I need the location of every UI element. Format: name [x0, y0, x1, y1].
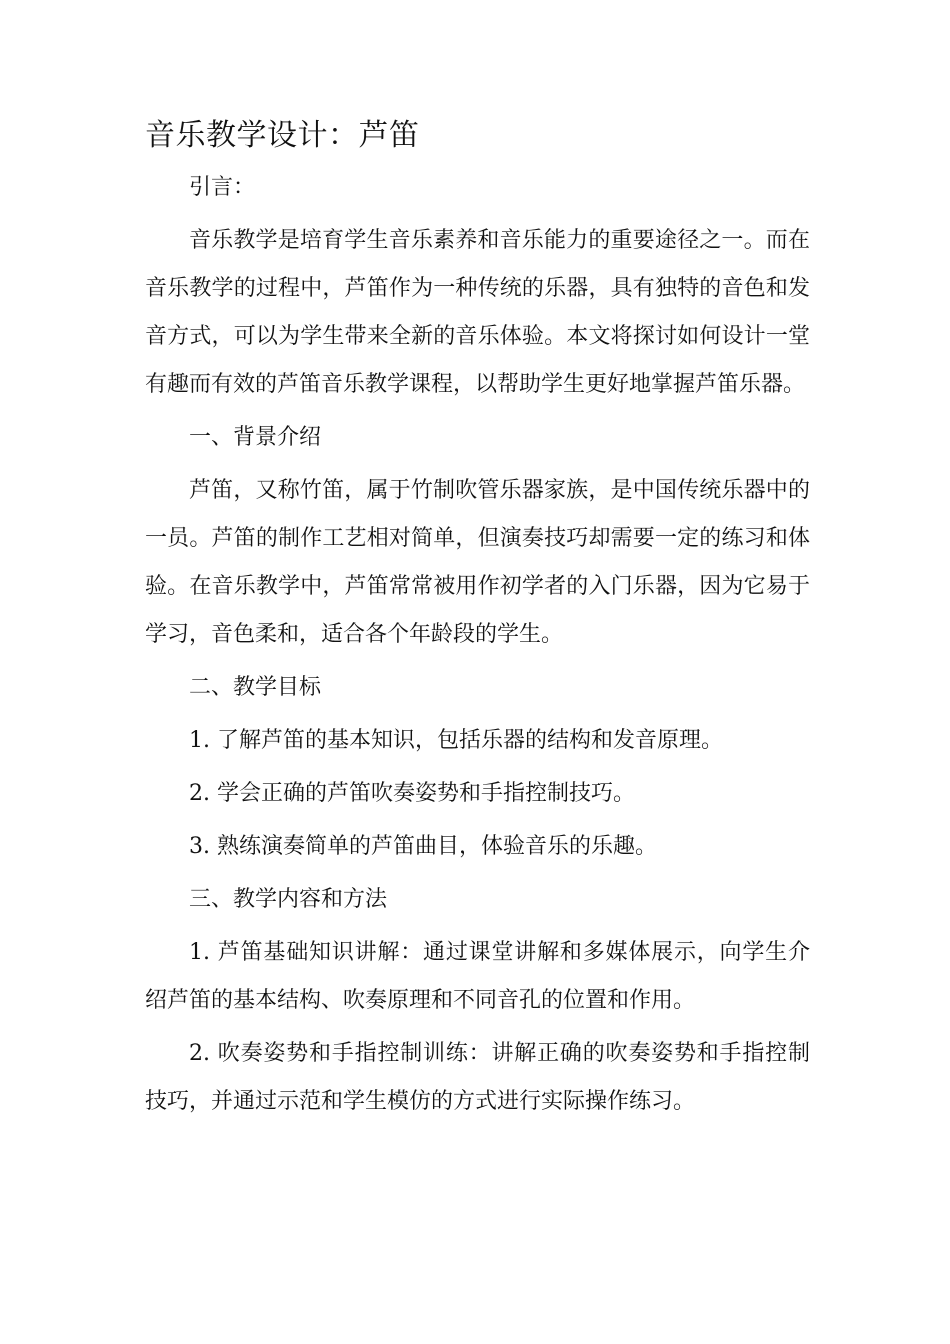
- goal-item: 1. 了解芦笛的基本知识，包括乐器的结构和发音原理。: [189, 728, 723, 753]
- intro-paragraph: 音乐教学是培育学生音乐素养和音乐能力的重要途径之一。而在音乐教学的过程中，芦笛作为一种传统的乐器，具有独特的音色和发音方式，可以为学生带来全新的音乐体验。本文将探讨如何设计一堂有趣而有效的芦笛音乐教学课程，以帮助学生更好地掌握芦笛乐器。: [145, 228, 810, 397]
- goal-item: 2. 学会正确的芦笛吹奏姿势和手指控制技巧。: [189, 781, 635, 806]
- goal-item: 3. 熟练演奏简单的芦笛曲目，体验音乐的乐趣。: [189, 834, 657, 859]
- section-heading-goals: 二、教学目标: [189, 675, 322, 700]
- method-item: 1. 芦笛基础知识讲解：通过课堂讲解和多媒体展示，向学生介绍芦笛的基本结构、吹奏原理和不同音孔的位置和作用。: [145, 940, 810, 1013]
- document-body: [145, 112, 810, 1131]
- section-heading-background: 一、背景介绍: [189, 425, 322, 450]
- background-paragraph: 芦笛，又称竹笛，属于竹制吹管乐器家族，是中国传统乐器中的一员。芦笛的制作工艺相对简单，但演奏技巧却需要一定的练习和体验。在音乐教学中，芦笛常常被用作初学者的入门乐器，因为它易于学习，音色柔和，适合各个年龄段的学生。: [145, 478, 810, 647]
- page-title: 音乐教学设计：芦笛: [145, 118, 420, 153]
- intro-heading: 引言：: [189, 175, 256, 200]
- section-heading-content-methods: 三、教学内容和方法: [189, 887, 388, 912]
- method-item: 2. 吹奏姿势和手指控制训练：讲解正确的吹奏姿势和手指控制技巧，并通过示范和学生模仿的方式进行实际操作练习。: [145, 1041, 810, 1114]
